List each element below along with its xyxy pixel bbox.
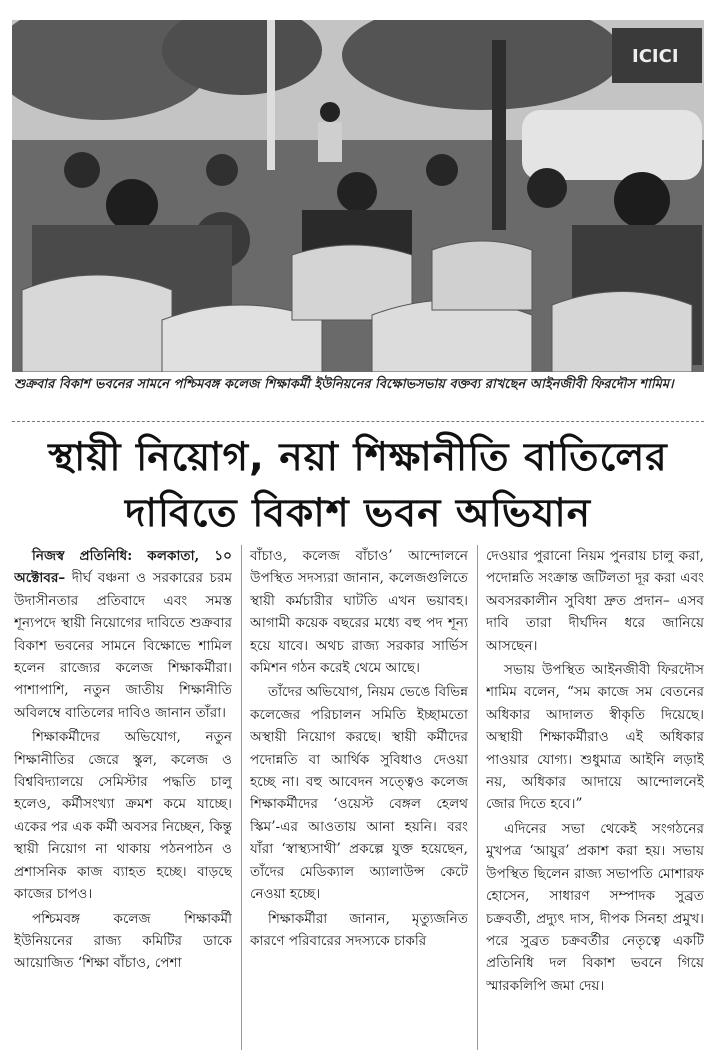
paragraph: তাঁদের অভিযোগ, নিয়ম ভেঙে বিভিন্ন কলেজের পরিচালন সমিতি ইচ্ছামতো অস্থায়ী নিয়োগ করছে। স্থায়ী কর্মীদের পদোন্নতি বা আর্থিক সুবিধাও দেওয়া হচ্ছে না। বহু আবেদন সত্ত্বেও কলেজ শিক্ষাকর্মীদের ‘ওয়েস্ট বেঙ্গল হেলথ স্কিম’-এর আওতায় আনা হয়নি। বরং যাঁরা ‘স্বাস্থ্যসাথী’ প্রকল্পে যুক্ত হয়েছেন, তাঁদের মেডিক্যাল অ্যালাউন্স কেটে নেওয়া হচ্ছে। [250,684,468,903]
paragraph: এদিনের সভা থেকেই সংগঠনের মুখপত্র ‘আয়ুর’ প্রকাশ করা হয়। সভায় উপস্থিত ছিলেন রাজ্য সভাপতি মোশারফ হোসেন, সাধারণ সম্পাদক সুব্রত চক্রবর্তী, প্রদ্যুৎ দাস, দীপক সিনহা প্রমুখ। পরে সুব্রত চক্রবর্তীর নেতৃত্বে একটি প্রতিনিধি দল বিকাশ ভবনে গিয়ে স্মারকলিপি জমা দেয়। [486,820,704,994]
paragraph: শিক্ষাকর্মীরা জানান, মৃত্যুজনিত কারণে পরিবারের সদস্যকে চাকরি [250,910,468,949]
headline [12,430,704,542]
headline-line-1: স্থায়ী নিয়োগ, নয়া শিক্ষানীতি বাতিলের [48,435,668,480]
paragraph: দেওয়ার পুরানো নিয়ম পুনরায় চালু করা, পদোন্নতি সংক্রান্ত জটিলতা দূর করা এবং অবসরকালীন সুবিধা দ্রুত প্রদান– এসব দাবি তারা দীর্ঘদিন ধরে জানিয়ে আসছেন। [486,548,704,654]
paragraph: সভায় উপস্থিত আইনজীবী ফিরদৌস শামিম বলেন, “সম কাজে সম বেতনের অধিকার আদালত স্বীকৃতি দিয়েছে। অস্থায়ী শিক্ষাকর্মীরাও এই অধিকার পাওয়ার যোগ্য। শুধুমাত্র আইনি লড়াই নয়, অধিকার আদায়ে আন্দোলনেই জোর দিতে হবে।” [486,662,704,813]
banner-text: ICICI [632,46,679,67]
paragraph: বাঁচাও, কলেজ বাঁচাও’ আন্দোলনে উপস্থিত সদস্যরা জানান, কলেজগুলিতে স্থায়ী কর্মচারীর ঘাটতি এখন ভয়াবহ। আগামী কয়েক বছরের মধ্যে বহু পদ শূন্য হয়ে যাবে। অথচ রাজ্য সরকার সার্ভিস কমিশন গঠন করেই থেমে আছে। [250,548,468,677]
article-column-2 [250,545,468,1055]
column-divider [241,545,242,1050]
column-divider [477,545,478,1050]
article-column-1 [14,545,232,1055]
headline-line-2: দাবিতে বিকাশ ভবন অভিযান [125,491,591,536]
dateline: নিজস্ব প্রতিনিধি: কলকাতা, ১০ অক্টোবর– [14,548,232,587]
protest-photo-icon [12,20,704,372]
news-photo [12,20,704,372]
paragraph: দীর্ঘ বঞ্চনা ও সরকারের চরম উদাসীনতার প্রতিবাদে এবং সমস্ত শূন্যপদে স্থায়ী নিয়োগের দাবিতে শুক্রবার বিকাশ ভবনের সামনে বিক্ষোভে শামিল হলেন রাজ্যের কলেজ শিক্ষাকর্মীরা। পাশাপাশি, নতুন জাতীয় শিক্ষানীতি অবিলম্বে বাতিলের দাবিও জানান তাঁরা। [14,570,232,721]
article-column-3 [486,545,704,1055]
paragraph: শিক্ষাকর্মীদের অভিযোগ, নতুন শিক্ষানীতির জেরে স্কুল, কলেজ ও বিশ্ববিদ্যালয়ে সেমিস্টার পদ্ধতি চালু হলেও, কর্মীসংখ্যা ক্রমশ কমে যাচ্ছে। একের পর এক কর্মী অবসর নিচ্ছেন, কিন্তু স্থায়ী নিয়োগ না থাকায় পঠনপাঠন ও প্রশাসনিক কাজ ব্যাহত হচ্ছে। বাড়ছে কাজের চাপও। [14,729,232,903]
photo-caption: শুক্রবার বিকাশ ভবনের সামনে পশ্চিমবঙ্গ কলেজ শিক্ষাকর্মী ইউনিয়নের বিক্ষোভসভায় বক্তব্য রাখছেন আইনজীবী ফিরদৌস শামিম। [14,377,674,392]
divider [12,421,704,422]
paragraph: পশ্চিমবঙ্গ কলেজ শিক্ষাকর্মী ইউনিয়নের রাজ্য কমিটির ডাকে আয়োজিত ‘শিক্ষা বাঁচাও, পেশা [14,910,232,972]
